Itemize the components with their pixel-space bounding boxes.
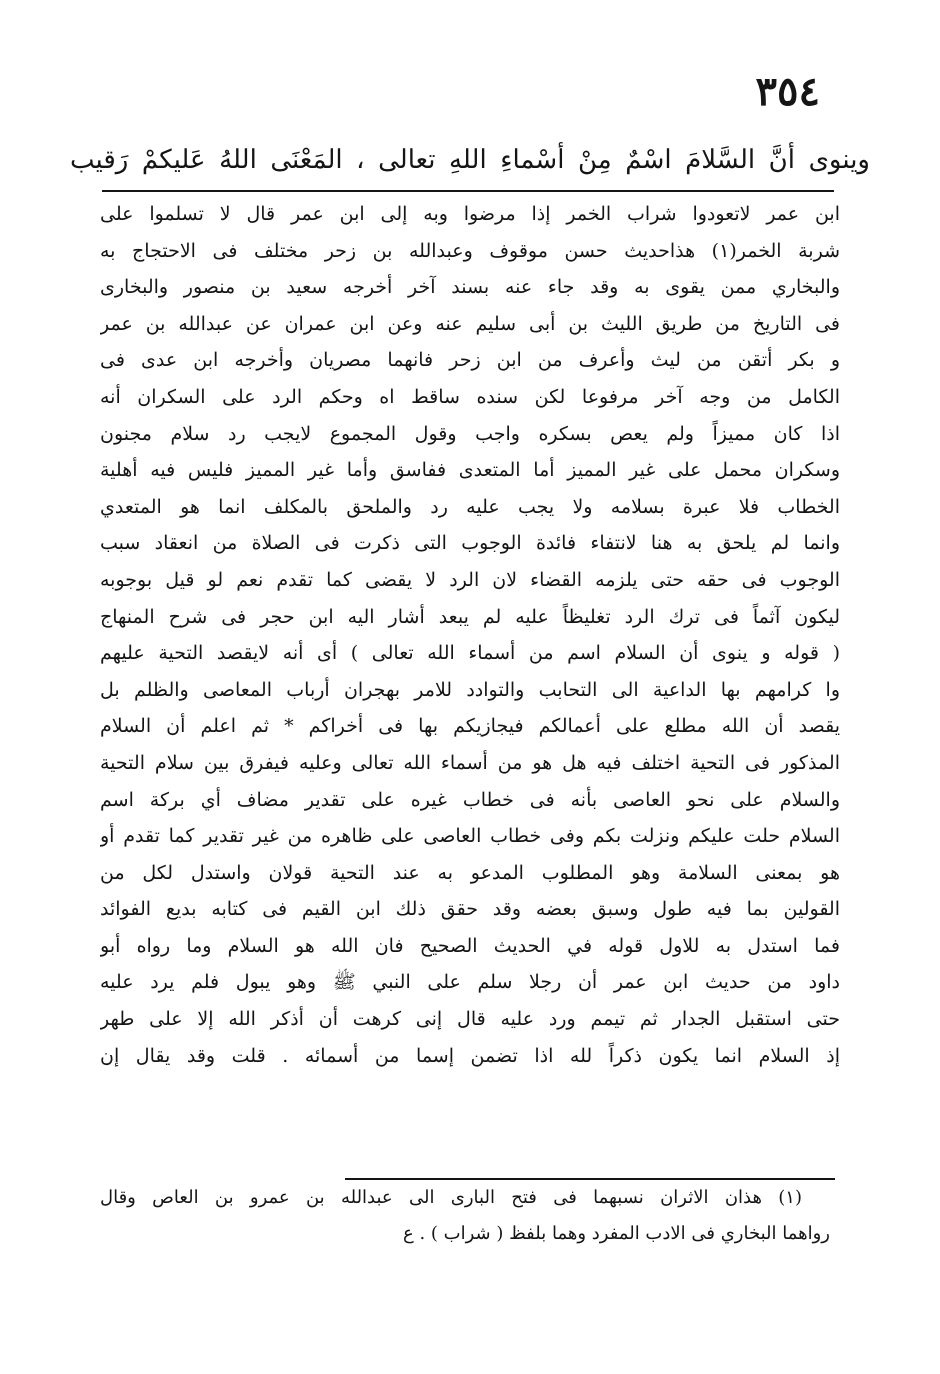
footnote-line: (١) هذان الاثران نسبهما فى فتح البارى الى عبدالله بن عمرو بن العاص وقال	[100, 1187, 802, 1208]
text-line: الخطاب فلا عبرة بسلامه ولا يجب عليه رد والملحق بالمكلف انما هو المتعدي	[100, 495, 840, 518]
text-line: داود من حديث ابن عمر أن رجلا سلم على النبي ﷺ وهو يبول فلم يرد عليه	[100, 971, 840, 994]
footnotes	[100, 1180, 830, 1252]
text-line: وانما لم يلحق به هنا لانتفاء فائدة الوجوب التى ذكرت فى الصلاة من انعقاد سبب	[100, 532, 840, 555]
text-line: حتى استقبل الجدار ثم تيمم ورد عليه قال إنى كرهت أن أذكر الله إلا على طهر	[100, 1008, 840, 1031]
text-line: يقصد أن الله مطلع على أعمالكم فيجازيكم بها فى أخراكم * ثم اعلم أن السلام	[100, 715, 840, 738]
commentary-text	[100, 196, 840, 1074]
text-line: إذ السلام انما يكون ذكراً لله اذا تضمن إسما من أسمائه . قلت وقد يقال إن	[100, 1044, 840, 1067]
text-line: ليكون آثماً فى ترك الرد تغليظاً عليه لم يبعد أشار اليه ابن حجر فى شرح المنهاج	[100, 605, 840, 628]
text-line: ابن عمر لاتعودوا شراب الخمر إذا مرضوا وبه إلى ابن عمر قال لا تسلموا على	[100, 203, 840, 225]
text-line: هو بمعنى السلامة وهو المطلوب المدعو به عند التحية قولان واستدل لكل من	[100, 861, 840, 884]
text-line: القولين بما فيه طول وسبق بعضه وقد حقق ذلك ابن القيم فى كتابه بديع الفوائد	[100, 898, 840, 921]
text-line: فى التاريخ من طريق الليث بن أبى سليم عنه وعن ابن عمران عن عبدالله بن عمر	[100, 312, 840, 335]
text-line: اذا كان مميزاً ولم يعص بسكره واجب وقول المجموع لايجب رد سلام مجنون	[100, 422, 840, 445]
text-line: وسكران محمل على غير المميز أما المتعدى ففاسق وأما غير المميز فليس فيه أهلية	[100, 459, 840, 482]
text-line: والبخاري ممن يقوى به وقد جاء عنه بسند آخر أخرجه سعيد بن منصور والبخارى	[100, 276, 840, 299]
matn-text: وينوى أنَّ السَّلامَ اسْمٌ مِنْ أسْماءِ اللهِ تعالى ، المَعْنَى اللهُ عَليكمْ رَقيب	[70, 145, 870, 175]
text-line: شربة الخمر(١) هذاحديث حسن موقوف وعبدالله بن زحر مختلف فى الاحتجاج به	[100, 239, 840, 262]
text-line: و بكر أتقن من ليث وأعرف من ابن زحر فانهما مصريان وأخرجه ابن عدى فى	[100, 349, 840, 372]
text-line: الوجوب فى حقه حتى يلزمه القضاء لان الرد لا يقضى كما تقدم نعم لو قيل بوجوبه	[100, 568, 840, 591]
header-divider	[102, 190, 834, 192]
text-line: وا كرامهم بها الداعية الى التحابب والتوادد للامر بهجران أرباب المعاصى والظلم بل	[100, 678, 840, 701]
text-line: المذكور فى التحية اختلف فيه هل هو من أسماء الله تعالى وعليه فيفرق بين سلام التحية	[100, 751, 840, 774]
text-line: السلام حلت عليكم ونزلت بكم وفى خطاب العاصى على ظاهره من غير تقدير كما تقدم أو	[100, 825, 840, 848]
text-line: ( قوله و ينوى أن السلام اسم من أسماء الله تعالى ) أى أنه لايقصد التحية عليهم	[100, 642, 840, 665]
text-line: والسلام على نحو العاصى بأنه فى خطاب غيره على تقدير مضاف أي بركة اسم	[100, 788, 840, 811]
text-line: الكامل من وجه آخر مرفوعا لكن سنده ساقط اه وحكم الرد على السكران أنه	[100, 385, 840, 408]
footnote-line: رواهما البخاري فى الادب المفرد وهما بلفظ ( شراب ) . ع	[403, 1223, 830, 1244]
text-line: فما استدل به للاول قوله في الحديث الصحيح فان الله هو السلام وما رواه أبو	[100, 934, 840, 957]
page-number: ٣٥٤	[755, 68, 820, 115]
